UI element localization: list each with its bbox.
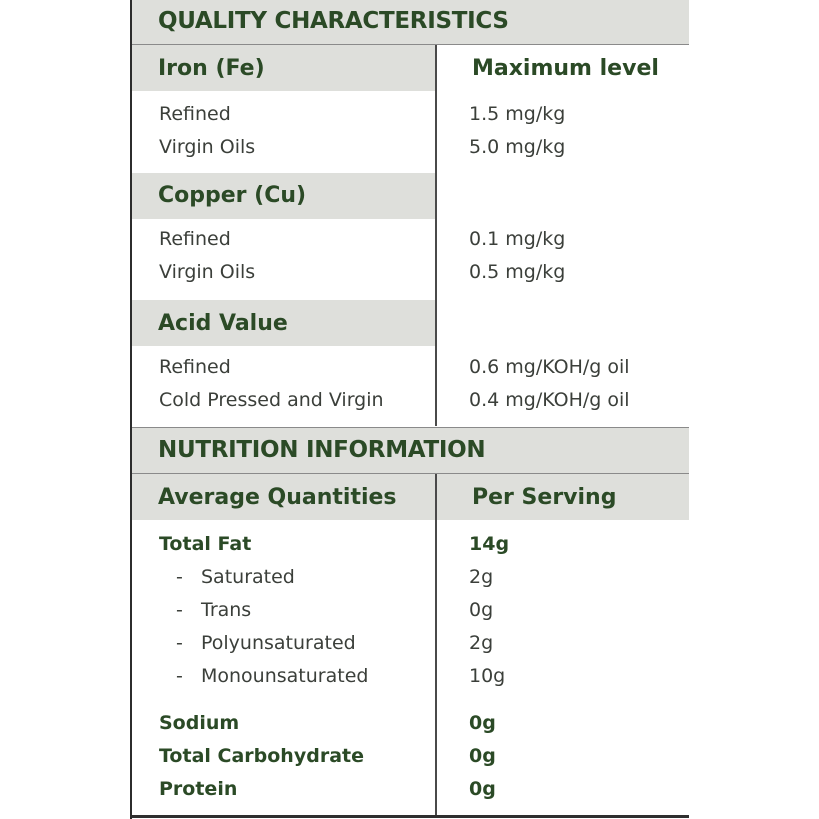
copper-refined-label: Refined xyxy=(159,228,231,250)
total-fat-label: Total Fat xyxy=(159,533,252,555)
copper-virgin-label: Virgin Oils xyxy=(159,261,256,283)
copper-refined-value: 0.1 mg/kg xyxy=(469,228,566,250)
sodium-label: Sodium xyxy=(159,712,240,734)
total-carbohydrate-label: Total Carbohydrate xyxy=(159,745,364,767)
copper-label: Copper (Cu) xyxy=(158,183,307,208)
monounsaturated-label: Monounsaturated xyxy=(201,665,369,687)
spec-table xyxy=(130,0,689,819)
column-divider xyxy=(435,45,437,426)
sodium-value: 0g xyxy=(469,712,496,734)
total-fat-value: 14g xyxy=(469,533,510,555)
iron-refined-label: Refined xyxy=(159,103,231,125)
bottom-border xyxy=(130,815,689,818)
nutrition-title: NUTRITION INFORMATION xyxy=(158,437,486,463)
average-quantities-header: Average Quantities xyxy=(158,485,397,510)
acid-cold-pressed-label: Cold Pressed and Virgin xyxy=(159,389,384,411)
iron-virgin-value: 5.0 mg/kg xyxy=(469,136,566,158)
protein-label: Protein xyxy=(159,778,238,800)
fat-dash: - xyxy=(176,632,183,654)
acid-cold-pressed-value: 0.4 mg/KOH/g oil xyxy=(469,389,630,411)
polyunsaturated-value: 2g xyxy=(469,632,494,654)
protein-value: 0g xyxy=(469,778,496,800)
fat-dash: - xyxy=(176,566,183,588)
per-serving-header: Per Serving xyxy=(472,485,617,510)
polyunsaturated-label: Polyunsaturated xyxy=(201,632,356,654)
trans-label: Trans xyxy=(201,599,252,621)
fat-dash: - xyxy=(176,599,183,621)
copper-virgin-value: 0.5 mg/kg xyxy=(469,261,566,283)
maximum-level-header: Maximum level xyxy=(472,56,659,81)
iron-label: Iron (Fe) xyxy=(158,56,265,81)
acid-refined-label: Refined xyxy=(159,356,231,378)
fat-dash: - xyxy=(176,665,183,687)
left-border xyxy=(130,0,132,819)
total-carbohydrate-value: 0g xyxy=(469,745,496,767)
iron-refined-value: 1.5 mg/kg xyxy=(469,103,566,125)
saturated-label: Saturated xyxy=(201,566,295,588)
saturated-value: 2g xyxy=(469,566,494,588)
acid-refined-value: 0.6 mg/KOH/g oil xyxy=(469,356,630,378)
trans-value: 0g xyxy=(469,599,494,621)
acid-label: Acid Value xyxy=(158,311,288,336)
monounsaturated-value: 10g xyxy=(469,665,506,687)
column-divider xyxy=(435,474,437,816)
iron-virgin-label: Virgin Oils xyxy=(159,136,256,158)
quality-title: QUALITY CHARACTERISTICS xyxy=(158,8,509,34)
